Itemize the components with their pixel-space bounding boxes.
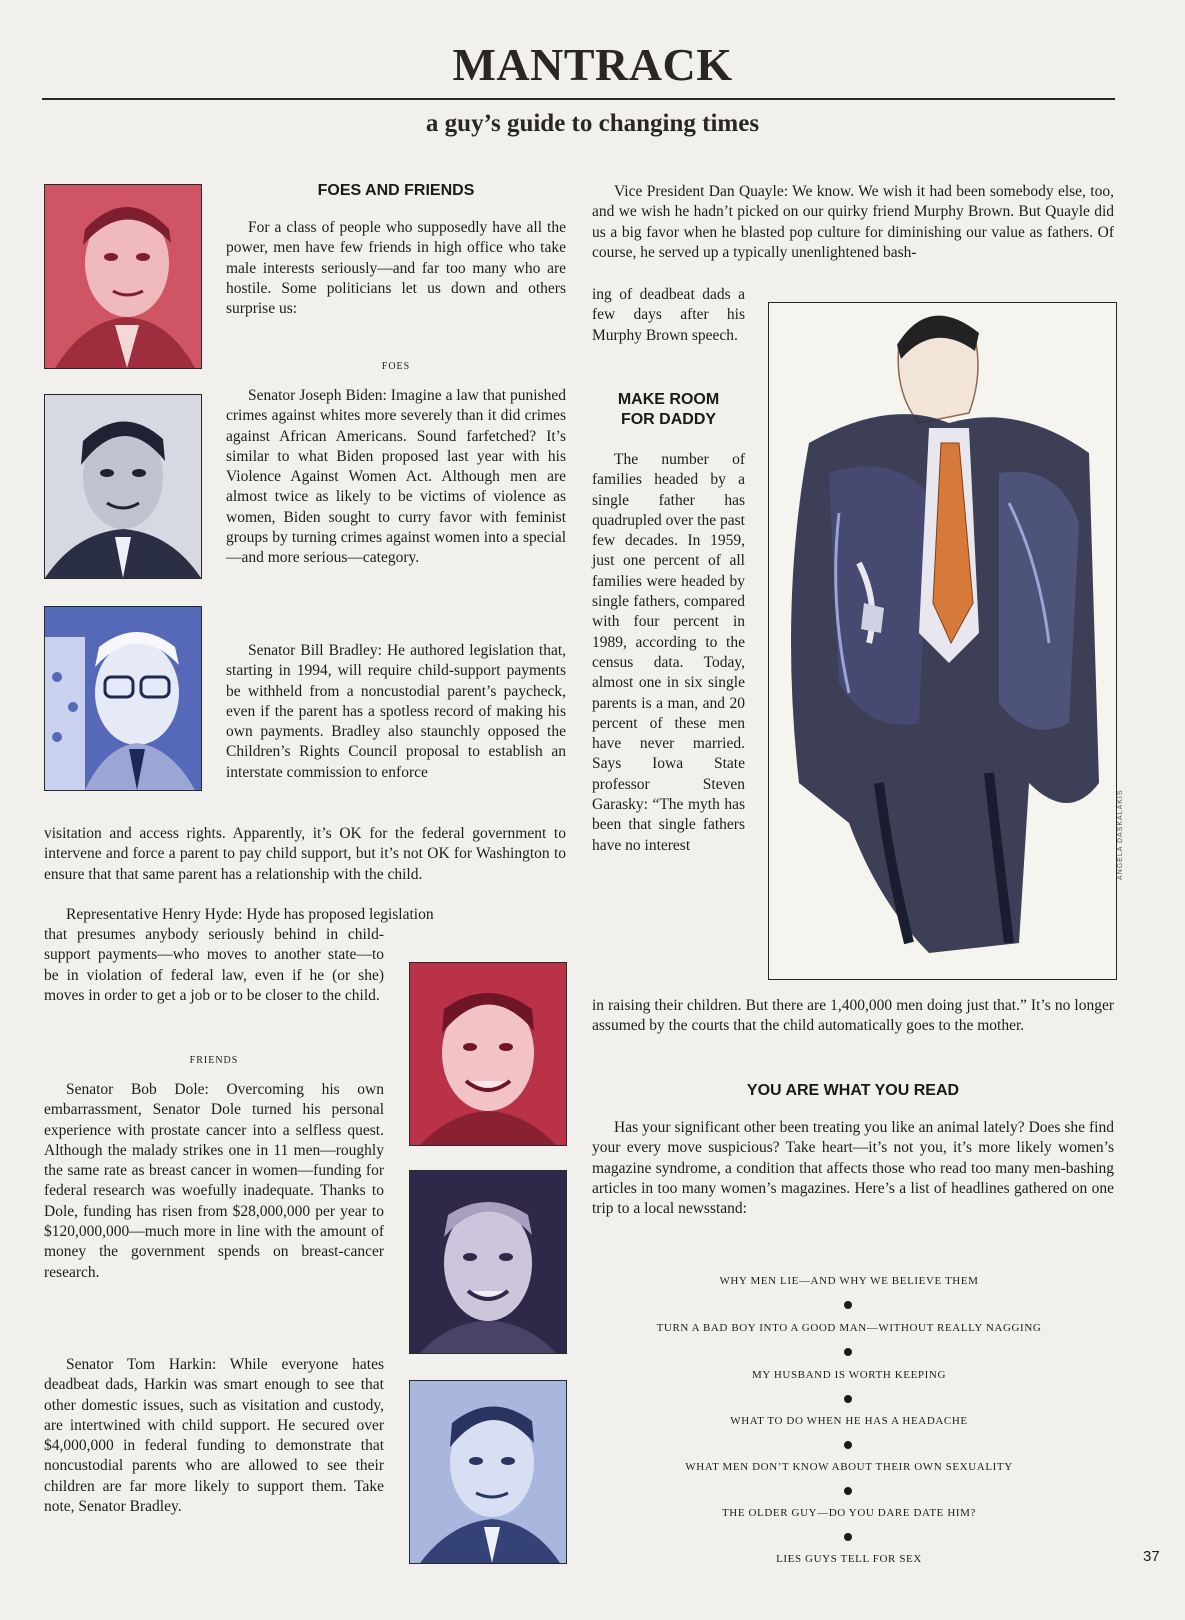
- bullet-dot: [844, 1441, 852, 1449]
- quayle-text-continued: ing of deadbeat dads a few days after his Murphy Brown speech.: [592, 286, 745, 344]
- bullet-dot: [844, 1487, 852, 1495]
- bradley-text-continued: visitation and access rights. Apparently, it’s OK for the federal government to intervene and force a parent to pay child support, but it’s not OK for Washington to ensure that that same parent has a relationship with the child.: [44, 825, 566, 883]
- portrait-senator-third: [409, 1380, 567, 1564]
- foes-and-friends-heading: FOES AND FRIENDS: [317, 182, 475, 199]
- illustration-man-in-coat: [768, 302, 1117, 980]
- page-number: 37: [1143, 1548, 1160, 1565]
- illustration-credit: ANGELA DASKALAKIS: [1117, 789, 1124, 880]
- foes-intro-text: For a class of people who supposedly have all the power, men have few friends in high office who take male interests seriously—and far too many who are hostile. Some politicians let us down and others surprise us:: [226, 219, 566, 318]
- hyde-text-line1: Representative Henry Hyde: Hyde has proposed legislation: [66, 906, 434, 923]
- harkin-text: Senator Tom Harkin: While everyone hates deadbeat dads, Harkin was smart enough to see that other domestic issues, such as visitation and custody, are intertwined with child support. He secured over $4,000,000 in federal funding to demonstrate that noncustodial parents who are allowed to see their children are far more likely to support them. Take note, Senator Bradley.: [44, 1356, 384, 1516]
- foes-label: FOES: [381, 361, 411, 372]
- bullet-dot: [844, 1533, 852, 1541]
- make-room-text: The number of families headed by a single father has quadrupled over the past few decades. In 1959, just one percent of all families were headed by single fathers, compared with four percent in 1989, according to the census data. Today, almost one in six single parents is a man, and 20 percent of these men have never married. Says Iowa State professor Steven Garasky: “The myth has been that single fathers have no interest: [592, 451, 745, 854]
- headline-item: LIES GUYS TELL FOR SEX: [776, 1553, 922, 1565]
- bullet-dot: [844, 1348, 852, 1356]
- you-are-what-text: Has your significant other been treating you like an animal lately? Does she find your every move suspicious? Take heart—it’s not you, it’s more likely women’s magazine syndrome, a condition that affects those who read too many men-bashing articles in too many women’s magazines. Here’s a list of headlines gathered on one trip to a local newsstand:: [592, 1119, 1114, 1218]
- dole-text: Senator Bob Dole: Overcoming his own embarrassment, Senator Dole turned his personal experience with prostate cancer into a selfless quest. Although the malady strikes one in 11 men—roughly the same rate as breast cancer in women—funding for federal research was woefully inadequate. Thanks to Dole, funding has risen from $28,000,000 per year to $120,000,000—much more in line with the amount of money the government spends on breast-cancer research.: [44, 1081, 384, 1281]
- headline-item: WHY MEN LIE—AND WHY WE BELIEVE THEM: [719, 1275, 979, 1287]
- make-room-text-continued: in raising their children. But there are 1,400,000 men doing just that.” It’s no longer assumed by the courts that the child automatically goes to the mother.: [592, 997, 1114, 1035]
- portrait-harkin: [409, 1170, 567, 1354]
- make-room-heading-line2: FOR DADDY: [620, 411, 717, 428]
- masthead-tagline: a guy’s guide to changing times: [425, 110, 760, 137]
- headline-item: WHAT MEN DON’T KNOW ABOUT THEIR OWN SEXUALITY: [685, 1461, 1013, 1473]
- masthead-rule: [42, 98, 1115, 100]
- portrait-hyde: [44, 606, 202, 791]
- portrait-biden: [44, 184, 202, 369]
- friends-label: FRIENDS: [189, 1055, 239, 1066]
- headline-item: WHAT TO DO WHEN HE HAS A HEADACHE: [730, 1415, 968, 1427]
- bradley-text: Senator Bill Bradley: He authored legislation that, starting in 1994, will require child-support payments be withheld from a noncustodial parent’s paycheck, even if the parent has a spotless record of making his own payments. Bradley also staunchly opposed the Children’s Rights Council proposal to establish an interstate commission to enforce: [226, 642, 566, 781]
- masthead-title: MANTRACK: [452, 39, 733, 90]
- headline-item: THE OLDER GUY—DO YOU DARE DATE HIM?: [721, 1507, 976, 1519]
- make-room-heading-line1: MAKE ROOM: [617, 391, 720, 408]
- headline-item: MY HUSBAND IS WORTH KEEPING: [752, 1369, 946, 1381]
- portrait-dole: [409, 962, 567, 1146]
- biden-text: Senator Joseph Biden: Imagine a law that punished crimes against whites more severely than it did crimes against African Americans. Sound farfetched? It’s similar to what Biden proposed last year with his Violence Against Women Act. Although men are almost twice as likely to be victims of violence as women, Biden sought to curry favor with feminist groups by turning crimes against women into a special—and more serious—category.: [226, 387, 566, 567]
- headline-item: TURN A BAD BOY INTO A GOOD MAN—WITHOUT REALLY NAGGING: [656, 1322, 1042, 1334]
- bullet-dot: [844, 1301, 852, 1309]
- quayle-text: Vice President Dan Quayle: We know. We wish it had been somebody else, too, and we wish he hadn’t picked on our quirky friend Murphy Brown. But Quayle did us a big favor when he blasted pop culture for diminishing our value as fathers. Of course, he served up a typically unenlightened bash-: [592, 183, 1114, 261]
- bullet-dot: [844, 1395, 852, 1403]
- portrait-bradley: [44, 394, 202, 579]
- make-room-heading: [592, 390, 745, 430]
- hyde-text: that presumes anybody seriously behind in child-support payments—who moves to another state—to be in violation of federal law, even if he (or she) moves in order to get a job or to be closer to the child.: [44, 926, 384, 1004]
- you-are-what-heading: YOU ARE WHAT YOU READ: [746, 1082, 960, 1099]
